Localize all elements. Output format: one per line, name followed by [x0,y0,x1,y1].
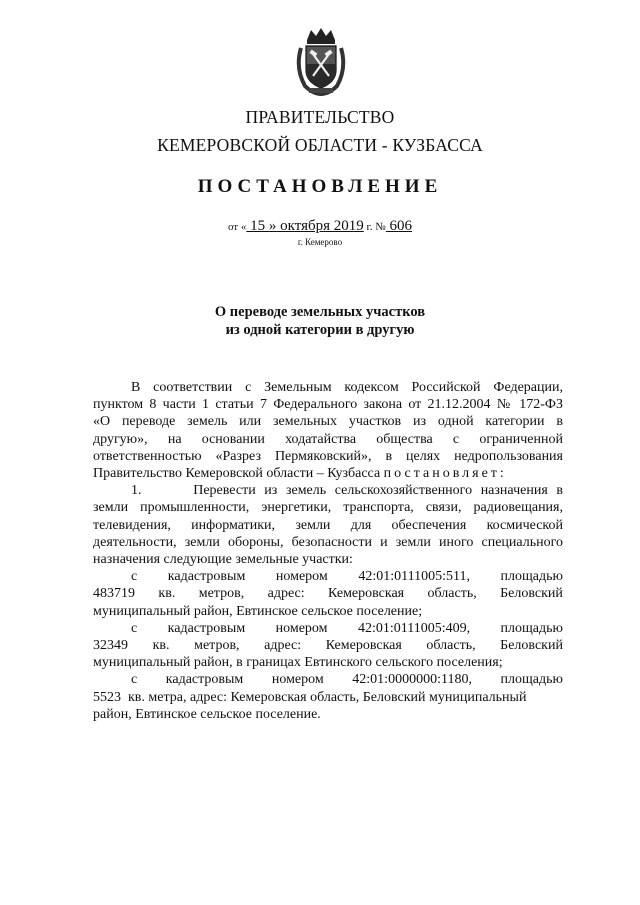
word: адрес: [267,586,305,602]
word: с [131,620,138,636]
text-line [93,517,563,534]
text-line [93,499,563,516]
date-month-year: октября 2019 [276,218,364,234]
coat-of-arms-icon [293,26,349,96]
text-line: муниципальный район, Евтинское сельское поселение; [93,603,423,619]
text-line [93,482,563,499]
word: адрес: [264,638,302,654]
text-line-content: ответственностью «Разрез Пермяковский», в целях недропользования [93,448,563,464]
text-line [93,431,563,448]
word: кв. [158,586,176,602]
text-line [93,585,563,602]
text-line: назначения следующие земельные участки: [93,552,353,568]
word: Кемеровская [325,638,402,654]
cadastral-number: 42:01:0111005:409, [357,620,471,636]
cadastral-number: 42:01:0000000:1180, [352,672,472,688]
document-number: 606 [385,218,413,234]
word: кадастровым [167,620,246,636]
word: номером [271,672,324,688]
org-name-line1: ПРАВИТЕЛЬСТВО [245,107,395,127]
parcel-item-2 [93,620,563,672]
text-line: муниципальный район, в границах Евтинского сельского поселения; [93,655,503,671]
year-suffix: г. № [363,221,386,233]
subject-heading [0,303,640,339]
text-line [93,568,563,585]
cadastral-number: 42:01:0111005:511, [358,569,470,585]
text-line [93,465,563,482]
text-line [93,620,563,637]
date-prefix: от « [227,221,247,233]
word: Беловский [500,586,563,602]
word: с [131,569,138,585]
text-line-content: земли промышленности, энергетики, транспорта, связи, радиовещания, [93,500,563,516]
text-line [93,396,563,413]
document-body [93,379,563,723]
org-name-line2: КЕМЕРОВСКОЙ ОБЛАСТИ - КУЗБАССА [157,135,483,155]
text-line-content: Правительство Кемеровской области – Кузбасса [93,466,384,482]
word: площадью [500,569,563,585]
word: кадастровым [167,569,246,585]
area-value: 483719 [93,586,135,602]
paragraph-preamble [93,379,563,482]
date-day: 15 [246,218,269,234]
word: кадастровым [165,672,244,688]
subject-line2: из одной категории в другую [225,322,415,338]
subject-line1: О переводе земельных участков [214,304,426,320]
text-line-content: деятельности, земли обороны, безопасности и земли иного специального [93,534,563,550]
text-line-content: телевидения, информатики, земли для обеспечения космической [93,517,563,533]
word: Кемеровская [328,586,405,602]
word: номером [275,620,328,636]
text-line-content: пунктом 8 части 1 статьи 7 Федерального закона от 21.12.2004 № 172-ФЗ [93,397,563,413]
text-line: район, Евтинское сельское поселение. [93,706,321,722]
text-line [93,534,563,551]
area-value: 32349 [93,638,128,654]
text-line [93,413,563,430]
parcel-item-3 [93,671,563,723]
paragraph-item-1 [93,482,563,568]
word: область, [427,586,477,602]
text-line-content: 1. Перевести из земель сельскохозяйственного назначения в [131,483,563,499]
city-label: г. Кемерово [297,237,343,247]
word: кв. [152,638,170,654]
date-mid: » [268,218,277,234]
text-line-content: В соответствии с Земельным кодексом Российской Федерации, [131,380,563,395]
resolves-keyword: постановляет: [383,466,507,482]
word: площадью [500,672,563,688]
word: с [131,672,138,688]
text-line [93,448,563,465]
word: область, [426,638,476,654]
parcel-item-1 [93,568,563,620]
word: Беловский [500,638,563,654]
text-line [93,379,563,396]
date-number-line [0,218,640,235]
document-type-title: ПОСТАНОВЛЕНИЕ [197,176,443,197]
word: метров, [194,638,240,654]
text-line: 5523 кв. метра, адрес: Кемеровская область, Беловский муниципальный [93,689,527,705]
text-line [93,671,563,688]
text-line-content: «О переводе земель или земельных участков из одной категории в [93,414,563,430]
word: номером [275,569,328,585]
word: площадью [500,620,563,636]
text-line-content: другую», на основании ходатайства общества с ограниченной [93,431,563,447]
text-line [93,637,563,654]
word: метров, [198,586,245,602]
